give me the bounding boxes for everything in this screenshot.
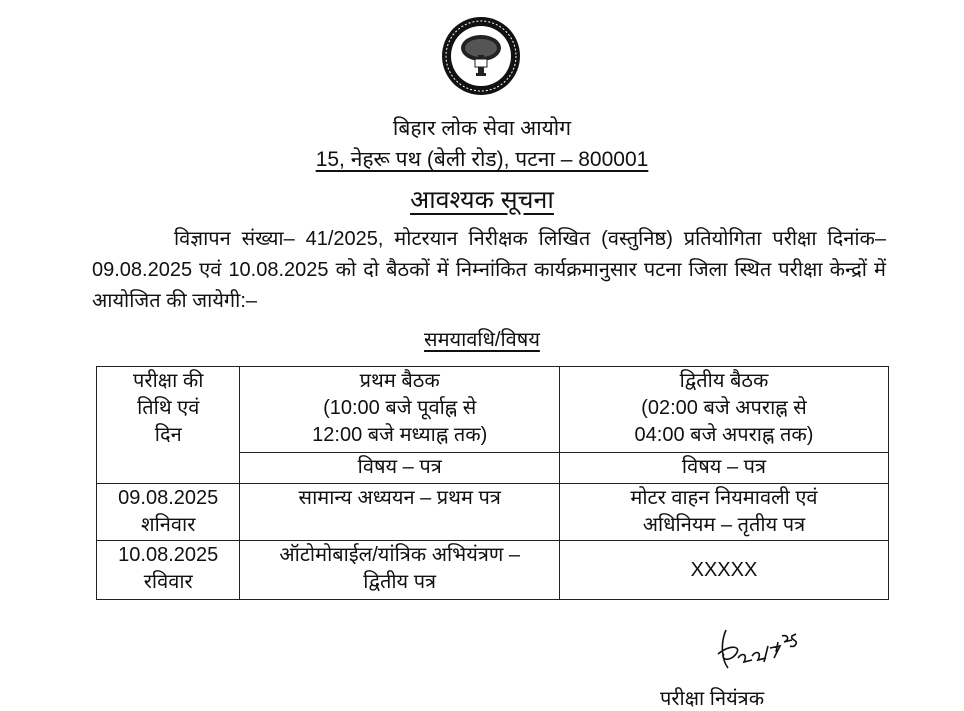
- table-heading-text: समयावधि/विषय: [424, 329, 540, 351]
- subject-paper-header-1: विषय – पत्र: [240, 453, 560, 484]
- header-line: 12:00 बजे मध्याह्न तक): [312, 424, 488, 446]
- address-text: 15, नेहरू पथ (बेली रोड), पटना – 800001: [315, 148, 649, 171]
- signatory-title: परीक्षा नियंत्रक: [660, 688, 765, 710]
- subject-paper-header-2: विषय – पत्र: [559, 453, 888, 484]
- organization-address: [0, 145, 964, 173]
- table-row: [97, 484, 889, 541]
- header-line: 04:00 बजे अपराह्न तक): [634, 424, 814, 446]
- row-first-sitting-subject: [240, 484, 560, 541]
- header-line: दिन: [154, 424, 182, 446]
- header-line: परीक्षा की: [133, 370, 204, 392]
- subject-line: XXXXX: [690, 558, 758, 581]
- header-line: तिथि एवं: [137, 397, 200, 419]
- table-heading: [0, 325, 964, 352]
- exam-day: शनिवार: [141, 514, 196, 536]
- row-first-sitting-subject: [240, 541, 560, 600]
- notice-title: [0, 182, 964, 216]
- subject-line: मोटर वाहन नियमावली एवं: [630, 487, 818, 509]
- subject-line: द्वितीय पत्र: [363, 571, 437, 593]
- header-date-day: [97, 367, 240, 484]
- subject-line: सामान्य अध्ययन – प्रथम पत्र: [298, 487, 501, 509]
- header-line: प्रथम बैठक: [359, 370, 440, 392]
- subject-line: अधिनियम – तृतीय पत्र: [642, 514, 806, 536]
- header-line: (10:00 बजे पूर्वाह्न से: [323, 397, 477, 419]
- table-row: [97, 541, 889, 600]
- row-date-day: [97, 484, 240, 541]
- exam-date: 09.08.2025: [118, 487, 219, 509]
- commission-seal-icon: [440, 15, 522, 97]
- exam-schedule-table: [96, 366, 889, 600]
- row-date-day: [97, 541, 240, 600]
- subject-line: ऑटोमोबाईल/यांत्रिक अभियंत्रण –: [279, 544, 521, 566]
- notice-paragraph: [92, 224, 886, 317]
- header-line: (02:00 बजे अपराह्न से: [641, 397, 807, 419]
- exam-day: रविवार: [143, 571, 193, 593]
- header-line: द्वितीय बैठक: [679, 370, 769, 392]
- row-second-sitting-subject: [559, 484, 888, 541]
- row-second-sitting-subject: [559, 541, 888, 600]
- header-first-sitting: [240, 367, 560, 453]
- paragraph-text: विज्ञापन संख्या– 41/2025, मोटरयान निरीक्षक लिखित (वस्तुनिष्ठ) प्रतियोगिता परीक्षा दिनांक–09.08.2025 एवं 10.08.2025 को दो बैठकों में निम्नांकित कार्यक्रमानुसार पटना जिला स्थित परीक्षा केन्द्रों में आयोजित की जायेगी:–: [92, 228, 886, 312]
- header-second-sitting: [559, 367, 888, 453]
- exam-date: 10.08.2025: [118, 544, 219, 566]
- table-header-row: [97, 367, 889, 453]
- signature: [712, 624, 842, 674]
- organization-name: बिहार लोक सेवा आयोग: [392, 117, 572, 140]
- notice-title-text: आवश्यक सूचना: [410, 186, 554, 214]
